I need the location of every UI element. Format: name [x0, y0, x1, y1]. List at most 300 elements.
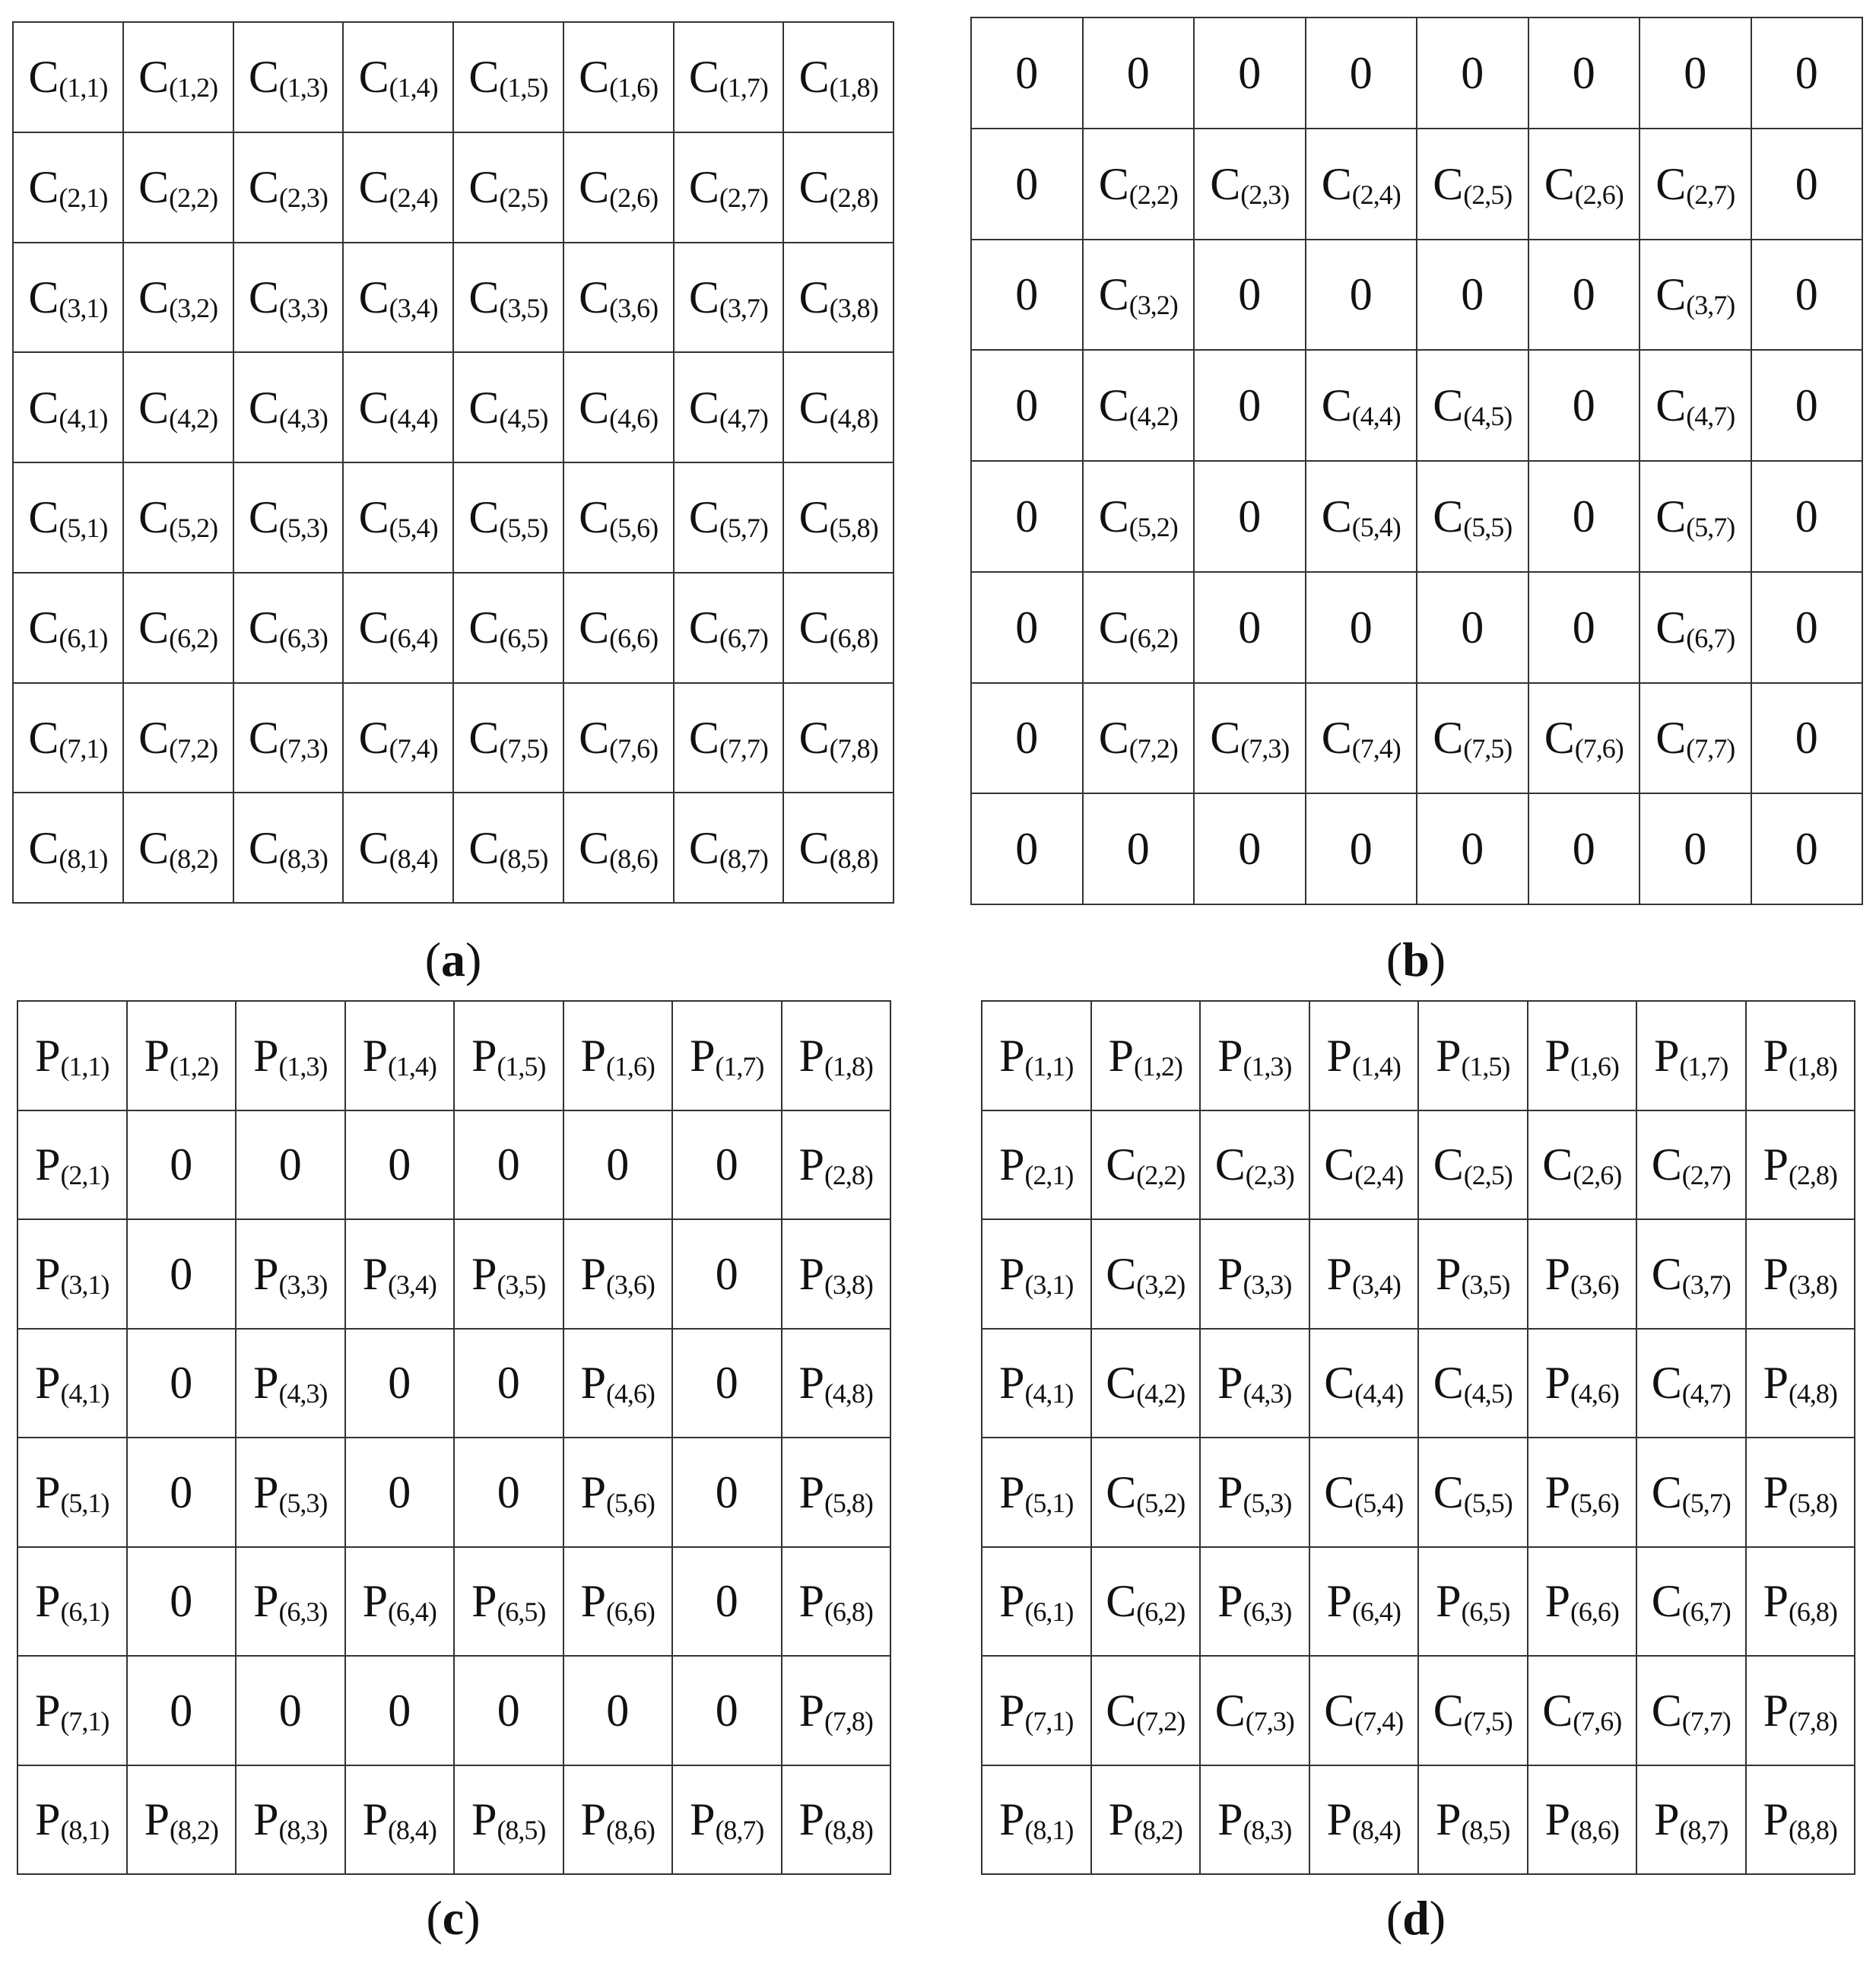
cell-index: (8,5): [497, 1815, 546, 1846]
cell-symbol: P: [999, 1685, 1025, 1736]
cell-index: (6,4): [1351, 1597, 1401, 1628]
cell-symbol: C: [248, 602, 279, 653]
matrix-cell: [1092, 1330, 1201, 1439]
matrix-cell: [675, 243, 785, 354]
cell-symbol: P: [1763, 1248, 1789, 1299]
cell-index: (2,3): [278, 183, 328, 214]
matrix-cell: [1306, 462, 1418, 573]
matrix-cell: 0: [455, 1330, 564, 1439]
cell-symbol: C: [138, 162, 170, 213]
cell-index: (4,3): [278, 402, 328, 434]
cell-symbol: C: [138, 822, 170, 873]
matrix-cell: [234, 243, 344, 354]
matrix-cell: [564, 1438, 674, 1548]
cell-index: (1,2): [169, 1050, 218, 1082]
matrix-cell: [1092, 1657, 1201, 1766]
matrix-grid-a: [12, 21, 894, 904]
cell-index: (1,2): [1133, 1050, 1182, 1082]
cell-index: (2,1): [60, 1160, 110, 1191]
cell-symbol: P: [798, 1358, 824, 1409]
matrix-cell: [1640, 129, 1752, 240]
cell-symbol: P: [1326, 1794, 1352, 1845]
cell-index: (7,8): [829, 732, 878, 764]
cell-symbol: C: [1651, 1576, 1682, 1627]
matrix-cell: 0: [1417, 240, 1529, 351]
cell-index: (5,7): [1686, 511, 1735, 542]
matrix-cell: [1310, 1548, 1420, 1657]
cell-index: (4,5): [1463, 401, 1513, 432]
cell-index: (8,1): [59, 843, 108, 874]
cell-index: (3,7): [1681, 1269, 1731, 1300]
matrix-cell: [1084, 573, 1195, 684]
cell-index: (5,8): [824, 1487, 873, 1518]
matrix-cell: [564, 1766, 674, 1876]
matrix-cell: [344, 463, 454, 573]
cell-index: (1,1): [60, 1050, 110, 1082]
cell-index: (7,1): [1024, 1705, 1074, 1736]
cell-index: (8,3): [1243, 1815, 1292, 1846]
matrix-cell: [18, 1220, 128, 1330]
cell-index: (2,4): [1351, 179, 1401, 210]
cell-index: (3,2): [1128, 290, 1178, 321]
matrix-cell: 0: [1529, 351, 1641, 462]
cell-index: (6,8): [1788, 1597, 1837, 1628]
cell-index: (4,7): [1686, 401, 1735, 432]
matrix-cell: [1747, 1111, 1856, 1221]
matrix-cell: [455, 1002, 564, 1111]
matrix-cell: 0: [128, 1548, 237, 1657]
matrix-cell: [1201, 1766, 1310, 1876]
cell-index: (8,5): [1461, 1815, 1510, 1846]
cell-symbol: P: [471, 1576, 497, 1627]
matrix-cell: [675, 133, 785, 243]
matrix-grid-b: [970, 17, 1863, 905]
cell-symbol: P: [471, 1248, 497, 1299]
cell-symbol: C: [1542, 1685, 1573, 1736]
cell-index: (6,5): [497, 1597, 546, 1628]
matrix-cell: [454, 243, 564, 354]
cell-index: (6,7): [1686, 622, 1735, 653]
cell-symbol: P: [35, 1576, 61, 1627]
matrix-cell: [1084, 351, 1195, 462]
cell-index: (2,2): [1136, 1160, 1186, 1191]
cell-symbol: P: [999, 1794, 1025, 1845]
matrix-cell: 0: [1417, 794, 1529, 905]
cell-symbol: C: [1655, 602, 1687, 653]
cell-symbol: P: [1217, 1794, 1243, 1845]
cell-index: (4,8): [1788, 1378, 1837, 1409]
matrix-cell: [1528, 1657, 1638, 1766]
matrix-cell: [1084, 462, 1195, 573]
cell-index: (5,1): [59, 513, 108, 544]
cell-symbol: C: [1544, 158, 1575, 209]
cell-symbol: C: [28, 822, 59, 873]
cell-index: (1,4): [387, 1050, 436, 1082]
cell-symbol: C: [1098, 158, 1129, 209]
matrix-cell: [344, 133, 454, 243]
cell-symbol: P: [362, 1030, 388, 1081]
cell-symbol: C: [1210, 713, 1241, 764]
cell-symbol: P: [798, 1794, 824, 1845]
cell-symbol: C: [1098, 491, 1129, 542]
matrix-cell: [784, 573, 894, 684]
cell-symbol: C: [358, 162, 389, 213]
cell-symbol: C: [579, 712, 610, 763]
matrix-cell: [1201, 1220, 1310, 1330]
cell-index: (8,3): [278, 843, 328, 874]
cell-index: (1,4): [1351, 1050, 1401, 1082]
matrix-cell: [1195, 129, 1306, 240]
cell-index: (1,7): [1679, 1050, 1728, 1082]
cell-symbol: C: [688, 492, 719, 543]
matrix-cell: 0: [455, 1438, 564, 1548]
matrix-cell: [14, 463, 124, 573]
cell-symbol: C: [1098, 713, 1129, 764]
cell-index: (4,4): [389, 402, 438, 434]
matrix-cell: [782, 1548, 892, 1657]
cell-symbol: P: [1436, 1030, 1462, 1081]
cell-symbol: C: [798, 712, 830, 763]
matrix-cell: 0: [236, 1657, 346, 1766]
matrix-cell: 0: [1529, 462, 1641, 573]
cell-symbol: C: [358, 822, 389, 873]
cell-symbol: C: [1321, 491, 1352, 542]
matrix-cell: 0: [455, 1657, 564, 1766]
matrix-cell: [344, 684, 454, 794]
matrix-cell: [1310, 1766, 1420, 1876]
cell-symbol: C: [579, 492, 610, 543]
cell-symbol: P: [35, 1685, 61, 1736]
cell-symbol: C: [1651, 1685, 1682, 1736]
cell-index: (2,5): [499, 183, 548, 214]
cell-symbol: P: [1108, 1794, 1134, 1845]
matrix-cell: 0: [1195, 240, 1306, 351]
cell-index: (1,5): [497, 1050, 546, 1082]
cell-index: (2,2): [1128, 179, 1178, 210]
cell-index: (6,6): [609, 623, 659, 654]
cell-index: (7,4): [1351, 733, 1401, 764]
cell-symbol: C: [688, 52, 719, 103]
matrix-cell: [346, 1766, 456, 1876]
matrix-cell: [782, 1438, 892, 1548]
cell-symbol: C: [579, 272, 610, 322]
cell-symbol: C: [358, 492, 389, 543]
matrix-cell: [564, 23, 675, 133]
cell-symbol: C: [358, 52, 389, 103]
matrix-cell: [454, 23, 564, 133]
cell-index: (8,6): [1570, 1815, 1619, 1846]
cell-symbol: C: [1214, 1139, 1246, 1190]
cell-index: (1,7): [719, 72, 768, 103]
cell-symbol: C: [138, 382, 170, 433]
cell-symbol: C: [1433, 491, 1464, 542]
cell-symbol: C: [1651, 1139, 1682, 1190]
matrix-cell: 0: [346, 1657, 456, 1766]
cell-symbol: C: [138, 52, 170, 103]
matrix-cell: [982, 1548, 1092, 1657]
matrix-cell: 0: [1529, 573, 1641, 684]
cell-index: (8,8): [1788, 1815, 1837, 1846]
cell-index: (7,1): [59, 732, 108, 764]
matrix-cell: [234, 353, 344, 463]
cell-index: (2,8): [829, 183, 878, 214]
cell-symbol: C: [468, 712, 500, 763]
cell-index: (5,6): [605, 1487, 655, 1518]
cell-index: (7,5): [499, 732, 548, 764]
matrix-cell: [564, 353, 675, 463]
matrix-cell: 0: [673, 1111, 782, 1221]
cell-index: (3,5): [497, 1269, 546, 1300]
matrix-cell: [236, 1220, 346, 1330]
cell-symbol: P: [798, 1248, 824, 1299]
matrix-cell: [1640, 684, 1752, 795]
matrix-cell: 0: [1417, 18, 1529, 129]
cell-index: (7,3): [278, 732, 328, 764]
cell-index: (5,7): [719, 513, 768, 544]
cell-symbol: P: [999, 1030, 1025, 1081]
cell-index: (8,1): [60, 1815, 110, 1846]
matrix-cell: [1201, 1111, 1310, 1221]
matrix-cell: [18, 1657, 128, 1766]
cell-symbol: P: [1544, 1576, 1570, 1627]
cell-index: (4,1): [59, 402, 108, 434]
matrix-cell: [982, 1330, 1092, 1439]
matrix-cell: [1310, 1438, 1420, 1548]
matrix-cell: [784, 243, 894, 354]
cell-symbol: P: [35, 1030, 61, 1081]
matrix-cell: [1084, 129, 1195, 240]
cell-symbol: C: [1106, 1685, 1137, 1736]
matrix-cell: [564, 1220, 674, 1330]
cell-symbol: P: [999, 1248, 1025, 1299]
cell-index: (1,8): [824, 1050, 873, 1082]
cell-symbol: C: [468, 52, 500, 103]
matrix-cell: [564, 1330, 674, 1439]
cell-symbol: C: [1433, 1358, 1464, 1409]
cell-index: (1,6): [1570, 1050, 1619, 1082]
matrix-cell: [1529, 129, 1641, 240]
cell-index: (1,1): [59, 72, 108, 103]
matrix-cell: 0: [564, 1111, 674, 1221]
matrix-cell: [344, 353, 454, 463]
cell-index: (6,8): [829, 623, 878, 654]
cell-index: (3,8): [829, 292, 878, 323]
matrix-cell: [1092, 1548, 1201, 1657]
matrix-cell: [1201, 1002, 1310, 1111]
cell-index: (1,5): [1461, 1050, 1510, 1082]
cell-index: (7,6): [1573, 1705, 1622, 1736]
matrix-cell: [1528, 1438, 1638, 1548]
matrix-cell: [1637, 1766, 1747, 1876]
cell-index: (6,3): [278, 1597, 328, 1628]
cell-index: (6,1): [1024, 1597, 1074, 1628]
matrix-cell: [14, 573, 124, 684]
cell-index: (6,6): [1570, 1597, 1619, 1628]
matrix-cell: [236, 1330, 346, 1439]
cell-index: (2,1): [1024, 1160, 1074, 1191]
cell-index: (1,5): [499, 72, 548, 103]
cell-symbol: P: [798, 1139, 824, 1190]
cell-symbol: P: [253, 1358, 279, 1409]
matrix-cell: 0: [455, 1111, 564, 1221]
cell-index: (6,4): [389, 623, 438, 654]
matrix-cell: [18, 1438, 128, 1548]
matrix-cell: 0: [1752, 18, 1864, 129]
cell-symbol: P: [1544, 1358, 1570, 1409]
cell-symbol: C: [28, 272, 59, 322]
matrix-cell: 0: [673, 1220, 782, 1330]
matrix-cell: [234, 793, 344, 904]
matrix-cell: [455, 1220, 564, 1330]
caption-b: (b): [1386, 932, 1446, 986]
cell-symbol: C: [468, 162, 500, 213]
caption-d: (d): [1386, 1891, 1446, 1945]
matrix-cell: [1306, 684, 1418, 795]
matrix-cell: [455, 1766, 564, 1876]
matrix-cell: [564, 1002, 674, 1111]
cell-symbol: C: [1214, 1685, 1246, 1736]
matrix-cell: [1310, 1002, 1420, 1111]
cell-index: (2,7): [1681, 1160, 1731, 1191]
matrix-cell: [982, 1657, 1092, 1766]
cell-symbol: C: [798, 162, 830, 213]
cell-symbol: C: [1106, 1576, 1137, 1627]
cell-symbol: C: [1651, 1466, 1682, 1517]
matrix-cell: [564, 463, 675, 573]
cell-index: (5,6): [609, 513, 659, 544]
cell-symbol: C: [28, 712, 59, 763]
cell-symbol: P: [580, 1576, 606, 1627]
matrix-cell: [1195, 684, 1306, 795]
cell-index: (5,7): [1681, 1487, 1731, 1518]
cell-symbol: P: [1326, 1030, 1352, 1081]
matrix-cell: [1528, 1330, 1638, 1439]
cell-index: (7,2): [1128, 733, 1178, 764]
cell-symbol: C: [1655, 380, 1687, 431]
matrix-cell: [124, 684, 234, 794]
matrix-cell: [454, 463, 564, 573]
matrix-cell: [784, 793, 894, 904]
cell-index: (2,8): [1788, 1160, 1837, 1191]
matrix-cell: 0: [1084, 794, 1195, 905]
cell-index: (3,5): [1461, 1269, 1510, 1300]
matrix-cell: [455, 1548, 564, 1657]
cell-symbol: P: [1763, 1794, 1789, 1845]
cell-symbol: C: [798, 272, 830, 322]
matrix-cell: [346, 1220, 456, 1330]
matrix-cell: 0: [1417, 573, 1529, 684]
matrix-cell: [1417, 351, 1529, 462]
cell-symbol: P: [144, 1030, 170, 1081]
cell-index: (3,3): [278, 1269, 328, 1300]
cell-index: (3,1): [1024, 1269, 1074, 1300]
cell-index: (5,1): [60, 1487, 110, 1518]
cell-symbol: P: [362, 1794, 388, 1845]
cell-index: (7,3): [1240, 733, 1290, 764]
cell-symbol: C: [248, 712, 279, 763]
cell-symbol: P: [35, 1139, 61, 1190]
cell-index: (3,4): [1351, 1269, 1401, 1300]
cell-index: (2,4): [1354, 1160, 1404, 1191]
matrix-cell: 0: [972, 129, 1084, 240]
cell-index: (7,2): [1136, 1705, 1186, 1736]
matrix-cell: [1419, 1657, 1528, 1766]
cell-index: (8,2): [169, 1815, 218, 1846]
cell-symbol: C: [248, 382, 279, 433]
cell-symbol: C: [1324, 1466, 1355, 1517]
cell-symbol: C: [358, 602, 389, 653]
matrix-cell: 0: [1529, 18, 1641, 129]
matrix-cell: [564, 243, 675, 354]
cell-symbol: C: [579, 52, 610, 103]
cell-index: (7,8): [824, 1705, 873, 1736]
caption-c: (c): [426, 1891, 481, 1945]
cell-index: (6,7): [1681, 1597, 1731, 1628]
matrix-cell: [564, 793, 675, 904]
cell-index: (2,3): [1240, 179, 1290, 210]
cell-index: (1,1): [1024, 1050, 1074, 1082]
matrix-cell: [675, 463, 785, 573]
cell-symbol: P: [999, 1576, 1025, 1627]
matrix-cell: [1092, 1438, 1201, 1548]
matrix-cell: [1529, 684, 1641, 795]
matrix-cell: [236, 1766, 346, 1876]
matrix-cell: 0: [564, 1657, 674, 1766]
matrix-cell: [1640, 351, 1752, 462]
matrix-cell: [1306, 351, 1418, 462]
matrix-cell: [1747, 1220, 1856, 1330]
cell-index: (4,7): [719, 402, 768, 434]
cell-symbol: C: [1433, 1685, 1464, 1736]
matrix-cell: [346, 1002, 456, 1111]
matrix-cell: [346, 1548, 456, 1657]
cell-index: (4,3): [278, 1378, 328, 1409]
matrix-cell: [1092, 1111, 1201, 1221]
cell-index: (7,4): [1354, 1705, 1404, 1736]
cell-symbol: P: [580, 1794, 606, 1845]
matrix-cell: [784, 463, 894, 573]
matrix-cell: 0: [1306, 240, 1418, 351]
cell-index: (5,4): [1351, 511, 1401, 542]
matrix-cell: [18, 1111, 128, 1221]
cell-symbol: P: [798, 1685, 824, 1736]
matrix-cell: 0: [1306, 794, 1418, 905]
matrix-cell: 0: [1195, 351, 1306, 462]
cell-index: (4,5): [499, 402, 548, 434]
matrix-cell: [673, 1766, 782, 1876]
cell-symbol: P: [1763, 1139, 1789, 1190]
cell-symbol: C: [1324, 1685, 1355, 1736]
cell-index: (1,3): [278, 1050, 328, 1082]
cell-symbol: P: [1217, 1248, 1243, 1299]
caption-c-letter: c: [442, 1891, 465, 1945]
matrix-cell: [1092, 1766, 1201, 1876]
cell-index: (2,7): [1686, 179, 1735, 210]
matrix-cell: [784, 133, 894, 243]
cell-symbol: P: [253, 1576, 279, 1627]
matrix-cell: [1637, 1330, 1747, 1439]
matrix-cell: 0: [972, 240, 1084, 351]
matrix-cell: [1528, 1111, 1638, 1221]
cell-index: (3,7): [719, 292, 768, 323]
cell-index: (6,7): [719, 623, 768, 654]
cell-index: (2,6): [609, 183, 659, 214]
cell-index: (7,6): [1574, 733, 1624, 764]
cell-symbol: C: [1544, 713, 1575, 764]
cell-symbol: P: [798, 1576, 824, 1627]
cell-symbol: C: [688, 162, 719, 213]
matrix-cell: [1419, 1111, 1528, 1221]
